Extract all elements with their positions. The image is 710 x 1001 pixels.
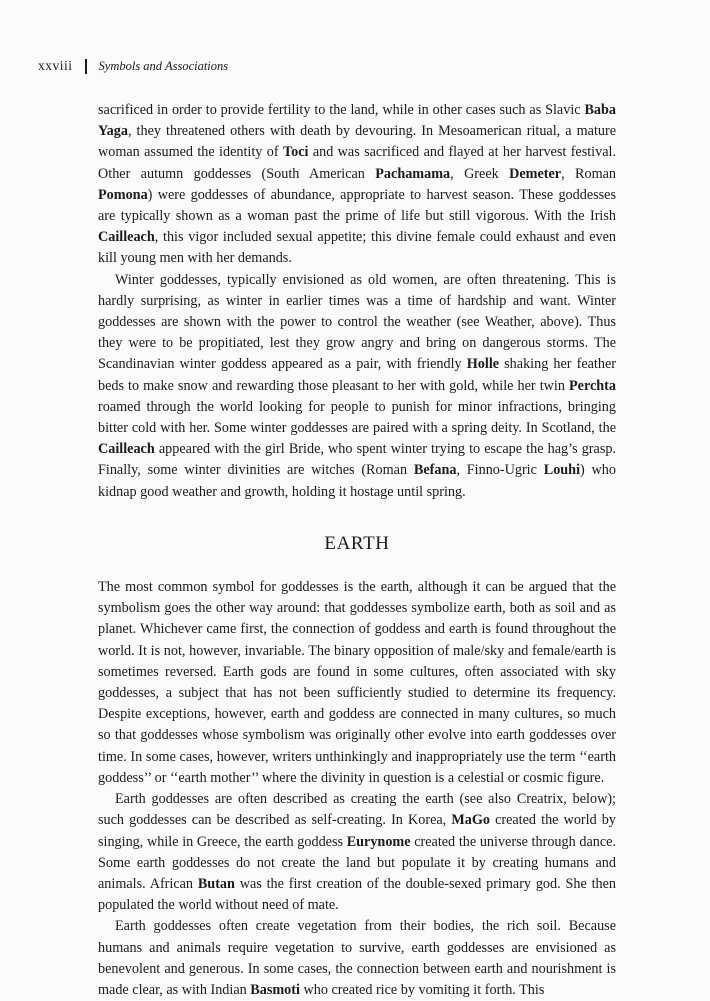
deity-name: Cailleach bbox=[98, 229, 155, 246]
body-text bbox=[98, 100, 616, 1001]
deity-name: Eurynome bbox=[346, 833, 411, 850]
section-heading: EARTH bbox=[324, 532, 390, 554]
paragraph-earth-symbol: The most common symbol for goddesses is the earth, although it can be argued that the symbolism goes the other way around: that goddesses symbolize earth, both as soil and as planet. Whichever came first, the connection of goddess and earth is found throughout the world. It is not, however, invariable. The binary opposition of male/sky and female/earth is sometimes reversed. Earth gods are found in some cultures, often associated with sky goddesses, a subject that has not been sufficiently studied to determine its frequency. Despite exceptions, however, earth and goddess are connected in many cultures, so much so that goddesses whose symbolism was originally other evolve into earth goddesses over time. In some cases, however, writers unthinkingly and inappropriately use the term ‘‘earth goddess’’ or ‘‘earth mother’’ where the divinity in question is a celestial or cosmic figure. bbox=[98, 579, 616, 786]
deity-name: Pomona bbox=[98, 186, 148, 203]
deity-name: Demeter bbox=[509, 165, 562, 182]
paragraph-earth-vegetation: Earth goddesses often create vegetation from their bodies, the rich soil. Because humans and animals require vegetation to survive, earth goddesses are envisioned as benevolent and generous. In some cases, the connection between earth and nourishment is made clear, as with Indian Basmoti who created rice by vomiting it forth. This bbox=[98, 918, 616, 998]
deity-name: Louhi bbox=[543, 462, 581, 479]
deity-name: MaGo bbox=[451, 812, 490, 829]
deity-name: Pachamama bbox=[375, 165, 451, 182]
deity-name: Cailleach bbox=[98, 441, 155, 458]
deity-name: Holle bbox=[466, 356, 500, 373]
page-number: xxviii bbox=[38, 58, 73, 73]
deity-name: Toci bbox=[282, 144, 309, 161]
deity-name: Butan bbox=[197, 875, 235, 892]
paragraph-autumn-goddesses: sacrificed in order to provide fertility to the land, while in other cases such as Slavic Baba Yaga, they threatened others with death by devouring. In Mesoamerican ritual, a mature woman assumed the identity of Toci and was sacrificed and flayed at her harvest festival. Other autumn goddesses (South American Pachamama, Greek Demeter, Roman Pomona) were goddesses of abundance, appropriate to harvest season. These goddesses are typically shown as a woman past the prime of life but still vigorous. With the Irish Cailleach, this vigor included sexual appetite; this divine female could exhaust and even kill young men with her demands. bbox=[98, 102, 616, 267]
header-divider bbox=[85, 59, 87, 74]
running-head bbox=[38, 58, 228, 74]
paragraph-earth-creation: Earth goddesses are often described as creating the earth (see also Creatrix, below); such goddesses can be described as self-creating. In Korea, MaGo created the world by singing, while in Greece, the earth goddess Eurynome created the universe through dance. Some earth goddesses do not create the land but populate it by creating humans and animals. African Butan was the first creation of the double-sexed primary god. She then populated the world without need of mate. bbox=[98, 791, 616, 914]
running-section-title: Symbols and Associations bbox=[98, 58, 229, 73]
paragraph-winter-goddesses: Winter goddesses, typically envisioned as old women, are often threatening. This is hardly surprising, as winter in earlier times was a time of hardship and want. Winter goddesses are shown with the power to control the weather (see Weather, above). Thus they were to be propitiated, lest they grow angry and bring on dangerous storms. The Scandinavian winter goddess appeared as a pair, with friendly Holle shaking her feather beds to make snow and rewarding those pleasant to her with gold, while her twin Perchta roamed through the world looking for people to punish for minor infractions, bringing bitter cold with her. Some winter goddesses are paired with a spring deity. In Scotland, the Cailleach appeared with the girl Bride, who spent winter trying to escape the hag’s grasp. Finally, some winter divinities are witches (Roman Befana, Finno-Ugric Louhi) who kidnap good weather and growth, holding it hostage until spring. bbox=[98, 271, 616, 500]
deity-name: Basmoti bbox=[250, 981, 300, 998]
deity-name: Baba Yaga bbox=[98, 102, 616, 140]
deity-name: Perchta bbox=[568, 377, 616, 394]
deity-name: Befana bbox=[413, 462, 457, 479]
